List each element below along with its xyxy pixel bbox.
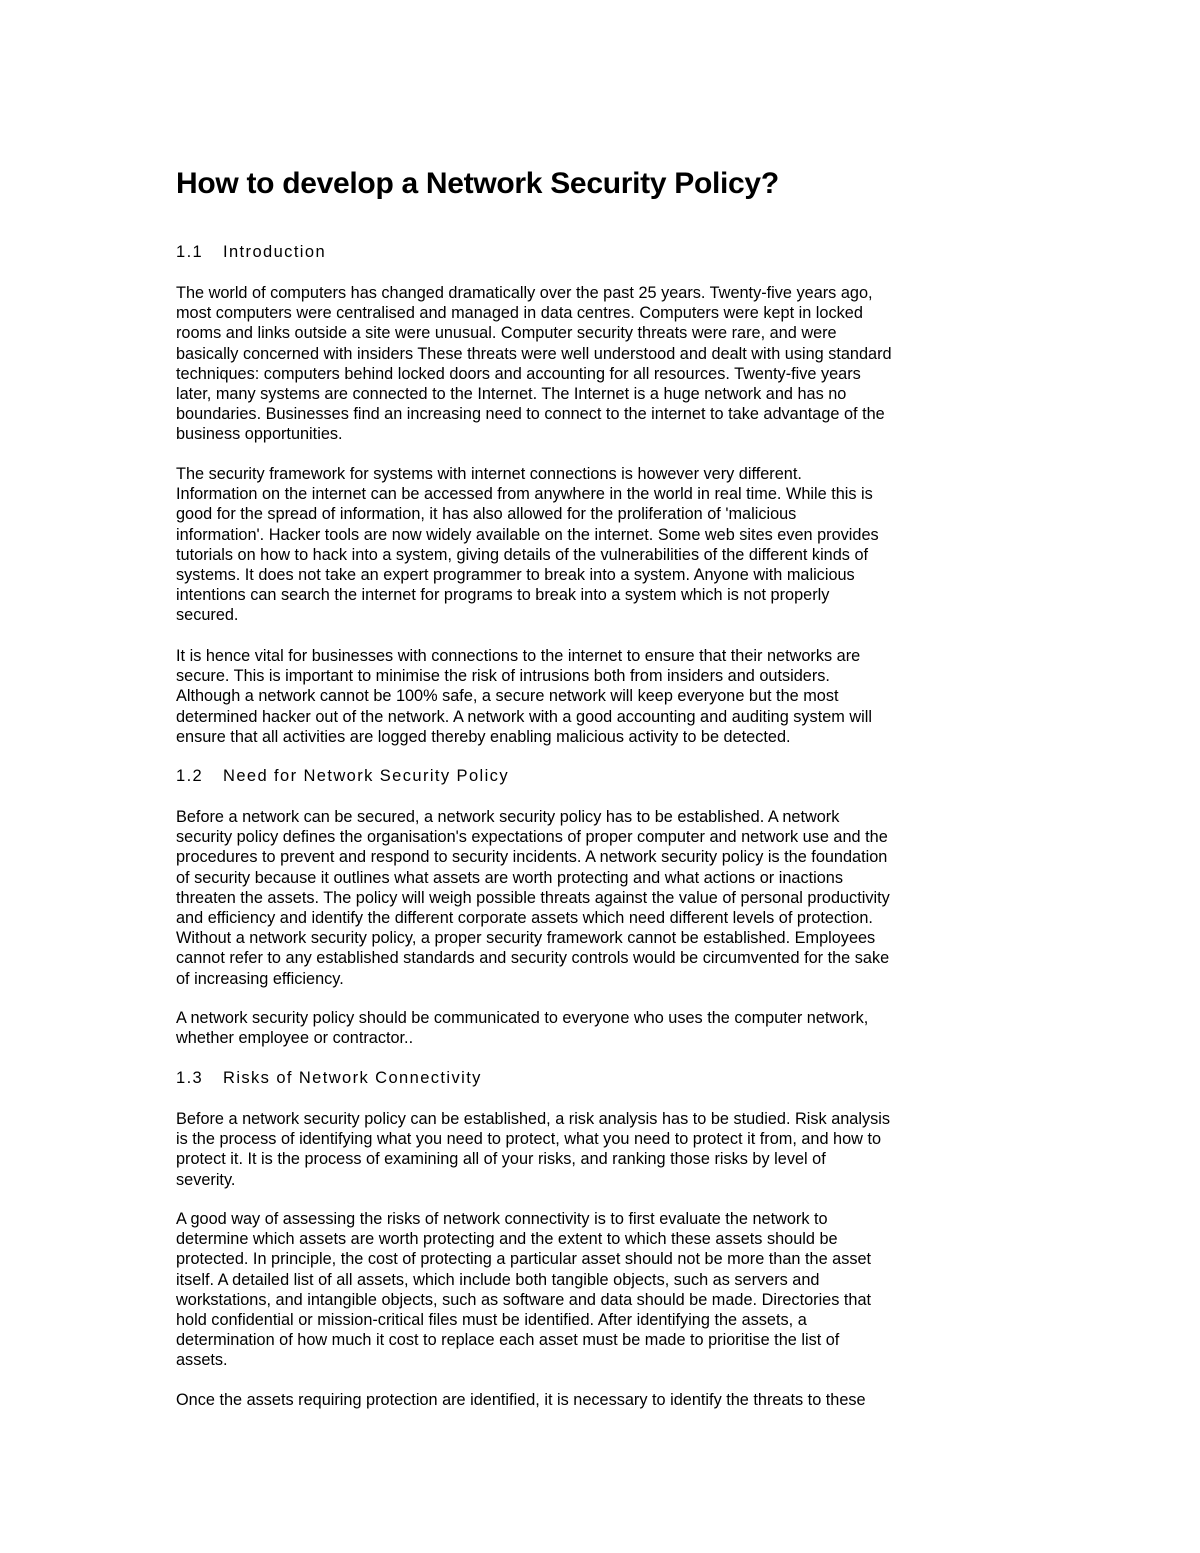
paragraph-need-1 [176, 807, 890, 989]
text-line: intentions can search the internet for programs to break into a system which is not properly [176, 586, 830, 605]
text-line: boundaries. Businesses find an increasing need to connect to the internet to take advantage of the [176, 405, 885, 424]
text-line: ensure that all activities are logged thereby enabling malicious activity to be detected. [176, 727, 791, 746]
text-line: Information on the internet can be accessed from anywhere in the world in real time. While this is [176, 485, 873, 504]
text-line: Without a network security policy, a proper security framework cannot be established. Employees [176, 929, 876, 948]
text-line: whether employee or contractor.. [176, 1029, 414, 1048]
text-line: systems. It does not take an expert programmer to break into a system. Anyone with malicious [176, 565, 855, 584]
section-title: Risks of Network Connectivity [223, 1069, 482, 1087]
paragraph-risks-2 [176, 1209, 871, 1371]
text-line: Once the assets requiring protection are identified, it is necessary to identify the threats to these [176, 1391, 866, 1409]
section-title: Need for Network Security Policy [223, 767, 509, 785]
section-number: 1.3 [176, 1069, 204, 1087]
text-line: secure. This is important to minimise the risk of intrusions both from insiders and outsiders. [176, 667, 830, 686]
text-line: protected. In principle, the cost of protecting a particular asset should not be more than the asset [176, 1250, 872, 1269]
text-line: business opportunities. [176, 425, 343, 444]
section-heading-risks [176, 1068, 482, 1088]
text-line: severity. [176, 1170, 236, 1189]
text-line: A network security policy should be communicated to everyone who uses the computer network, [176, 1009, 869, 1027]
text-line: threaten the assets. The policy will weigh possible threats against the value of personal productivity [176, 888, 890, 907]
text-line: of increasing efficiency. [176, 969, 344, 988]
text-line: secured. [176, 606, 239, 625]
text-line: cannot refer to any established standards and security controls would be circumvented for the sake [176, 949, 890, 968]
paragraph-risks-3 [176, 1390, 866, 1410]
text-line: Before a network security policy can be established, a risk analysis has to be studied. Risk analysis [176, 1110, 891, 1128]
text-line: most computers were centralised and managed in data centres. Computers were kept in locked [176, 304, 863, 323]
text-line: protect it. It is the process of examining all of your risks, and ranking those risks by level of [176, 1150, 826, 1169]
text-line: determination of how much it cost to replace each asset must be made to prioritise the list of [176, 1331, 840, 1350]
document-title: How to develop a Network Security Policy? [176, 167, 779, 200]
text-line: The security framework for systems with internet connections is however very different. [176, 465, 802, 483]
text-line: determine which assets are worth protecting and the extent to which these assets should be [176, 1230, 838, 1249]
paragraph-need-2 [176, 1008, 868, 1048]
text-line: determined hacker out of the network. A network with a good accounting and auditing system will [176, 707, 872, 726]
paragraph-intro-1 [176, 283, 892, 445]
text-line: rooms and links outside a site were unusual. Computer security threats were rare, and were [176, 324, 837, 343]
text-line: Although a network cannot be 100% safe, a secure network will keep everyone but the most [176, 687, 839, 706]
text-line: procedures to prevent and respond to security incidents. A network security policy is the foundation [176, 848, 888, 867]
text-line: assets. [176, 1351, 228, 1370]
text-line: security policy defines the organisation's expectations of proper computer and network use and the [176, 828, 888, 847]
text-line: itself. A detailed list of all assets, which include both tangible objects, such as servers and [176, 1270, 820, 1289]
text-line: later, many systems are connected to the Internet. The Internet is a huge network and has no [176, 384, 847, 403]
paragraph-intro-3 [176, 646, 872, 747]
text-line: techniques: computers behind locked doors and accounting for all resources. Twenty-five years [176, 364, 861, 383]
text-line: A good way of assessing the risks of network connectivity is to first evaluate the network to [176, 1210, 828, 1228]
section-number: 1.2 [176, 767, 204, 785]
section-heading-need-for-policy [176, 766, 509, 786]
text-line: information'. Hacker tools are now widely available on the internet. Some web sites even provides [176, 525, 879, 544]
text-line: workstations, and intangible objects, such as software and data should be made. Directories that [176, 1290, 872, 1309]
text-line: It is hence vital for businesses with connections to the internet to ensure that their networks are [176, 647, 861, 665]
text-line: The world of computers has changed dramatically over the past 25 years. Twenty-five years ago, [176, 284, 873, 302]
text-line: tutorials on how to hack into a system, giving details of the vulnerabilities of the different kinds of [176, 545, 869, 564]
section-number: 1.1 [176, 243, 204, 261]
text-line: basically concerned with insiders These threats were well understood and dealt with using standard [176, 344, 892, 363]
text-line: and efficiency and identify the different corporate assets which need different levels of protection. [176, 908, 873, 927]
text-line: is the process of identifying what you need to protect, what you need to protect it from, and how to [176, 1130, 882, 1149]
section-heading-introduction [176, 242, 326, 262]
paragraph-intro-2 [176, 464, 879, 626]
paragraph-risks-1 [176, 1109, 890, 1190]
text-line: of security because it outlines what assets are worth protecting and what actions or inactions [176, 868, 843, 887]
text-line: Before a network can be secured, a network security policy has to be established. A network [176, 808, 840, 826]
section-title: Introduction [223, 243, 327, 261]
text-line: good for the spread of information, it has also allowed for the proliferation of 'malicious [176, 505, 797, 524]
text-line: hold confidential or mission-critical files must be identified. After identifying the assets, a [176, 1310, 807, 1329]
